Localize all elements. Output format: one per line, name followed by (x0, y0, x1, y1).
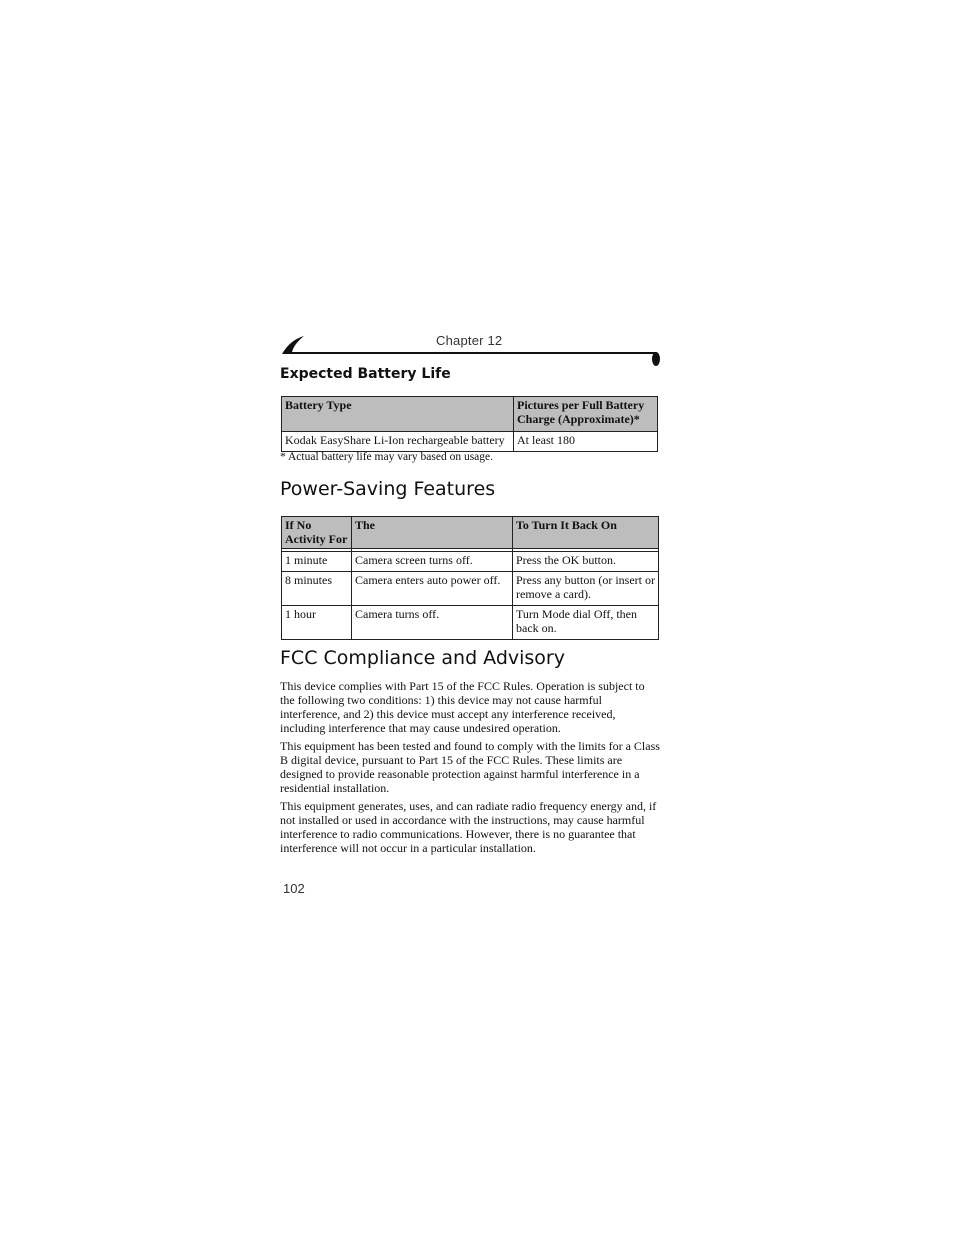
fcc-heading: FCC Compliance and Advisory (280, 647, 565, 669)
table-row (282, 552, 659, 572)
column-header: To Turn It Back On (513, 517, 659, 549)
column-header: Battery Type (282, 397, 514, 432)
fcc-paragraph: This device complies with Part 15 of the FCC Rules. Operation is subject to the following two conditions: 1) this device may not cause harmful interference, and 2) this device must accept any interference received, including interference that may cause undesired operation. (280, 679, 645, 735)
table-cell: 1 hour (282, 606, 352, 640)
chapter-label: Chapter 12 (436, 333, 503, 348)
page-number: 102 (283, 881, 305, 896)
fcc-paragraph: This equipment generates, uses, and can radiate radio frequency energy and, if not installed or used in accordance with the instructions, may cause harmful interference to radio communications. However, there is no guarantee that interference will not occur in a particular installation. (280, 799, 657, 855)
table-cell: Press any button (or insert or remove a card). (513, 572, 659, 606)
battery-life-table (281, 396, 658, 452)
battery-footnote: * Actual battery life may vary based on usage. (280, 451, 493, 463)
table-cell: Camera enters auto power off. (352, 572, 513, 606)
table-cell: Kodak EasyShare Li-Ion rechargeable battery (282, 432, 514, 452)
power-saving-heading: Power-Saving Features (280, 478, 496, 500)
column-header: Pictures per Full Battery Charge (Approximate)* (514, 397, 658, 432)
table-row (282, 432, 658, 452)
table-row (282, 606, 659, 640)
table-cell: Press the OK button. (513, 552, 659, 572)
column-header: The (352, 517, 513, 549)
power-saving-table (281, 516, 659, 640)
table-cell: 1 minute (282, 552, 352, 572)
table-cell: Camera screen turns off. (352, 552, 513, 572)
column-header: If No Activity For (282, 517, 352, 549)
battery-life-heading: Expected Battery Life (280, 366, 451, 382)
table-row (282, 572, 659, 606)
table-cell: Camera turns off. (352, 606, 513, 640)
fcc-paragraph: This equipment has been tested and found to comply with the limits for a Class B digital device, pursuant to Part 15 of the FCC Rules. These limits are designed to provide reasonable protection against harmful interference in a residential installation. (280, 739, 660, 795)
table-cell: 8 minutes (282, 572, 352, 606)
table-cell: Turn Mode dial Off, then back on. (513, 606, 659, 640)
chapter-header (280, 330, 660, 366)
table-cell: At least 180 (514, 432, 658, 452)
